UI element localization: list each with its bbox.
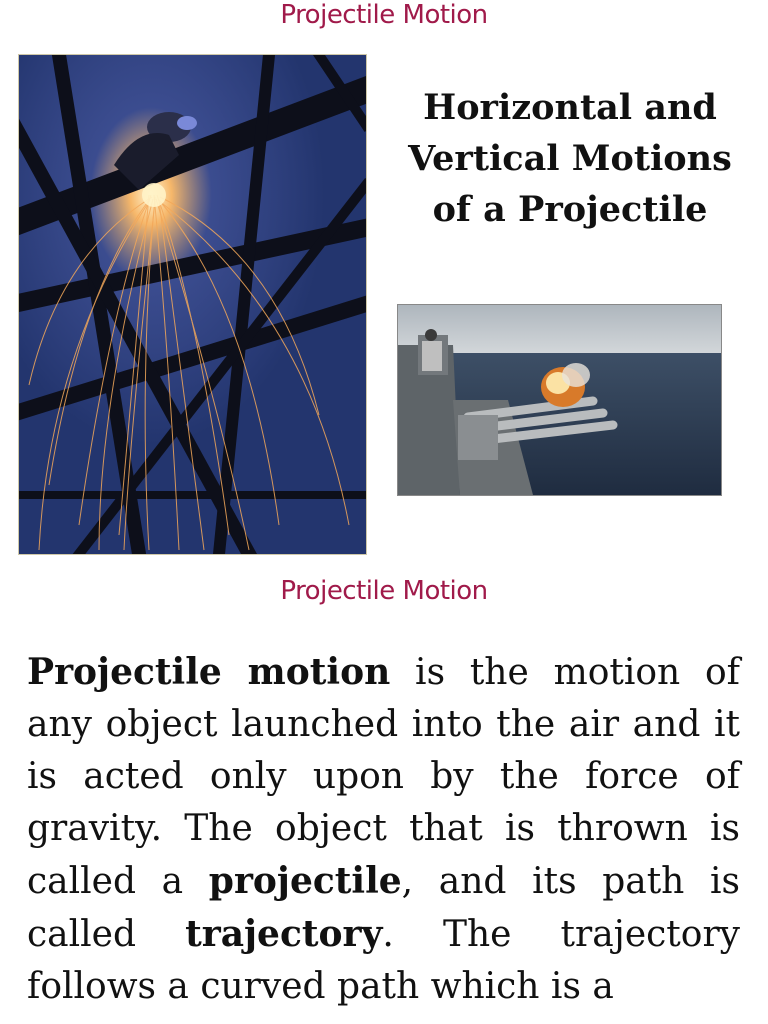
- header-top-label: Projectile Motion: [280, 0, 488, 30]
- battleship-firing-photo: [397, 304, 722, 496]
- term-projectile: projectile: [208, 860, 402, 902]
- term-projectile-motion: Projectile motion: [27, 651, 391, 693]
- header-mid-label: Projectile Motion: [280, 576, 488, 606]
- body-text-segment: is the motion of any object launched into the air and it is acted only upon by the force of gravity. The object that is thrown is called a: [27, 652, 740, 902]
- term-trajectory: trajectory: [185, 913, 383, 955]
- slide-title: Horizontal and Vertical Motions of a Projectile: [408, 87, 732, 230]
- body-text-segment: . The trajectory follows a curved path which is a: [27, 914, 740, 1007]
- body-text-segment: , and its path is called: [27, 861, 740, 955]
- body-paragraph: [27, 646, 740, 1013]
- welder-sparks-photo: [18, 54, 367, 555]
